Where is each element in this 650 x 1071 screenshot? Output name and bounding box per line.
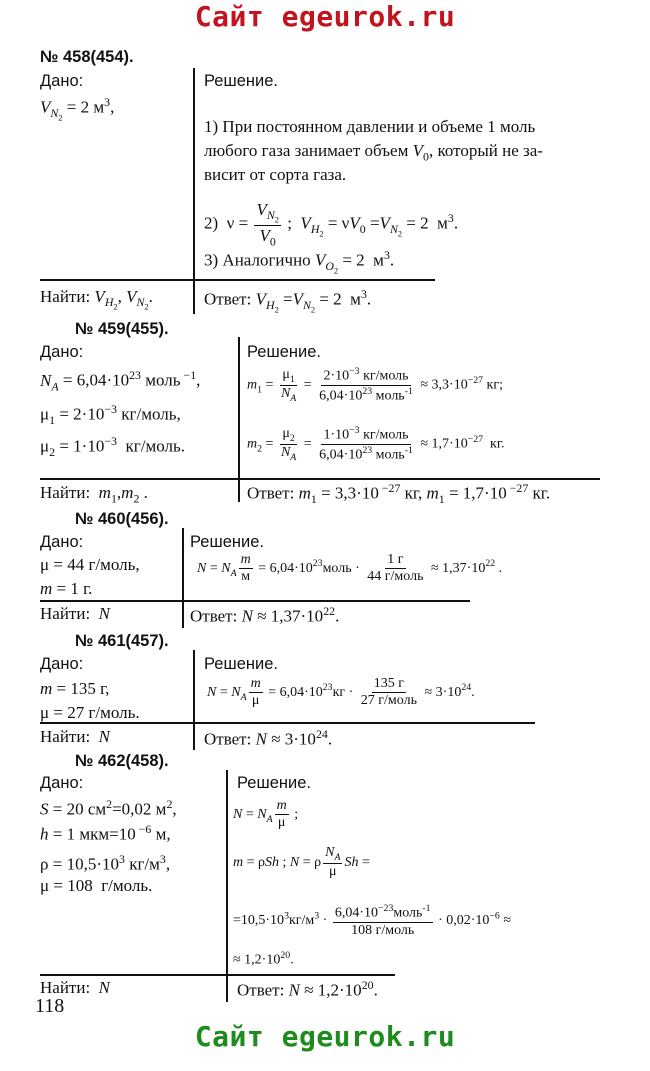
p461-given-mu: μ = 27 г/моль. bbox=[40, 703, 140, 722]
p458-divider bbox=[193, 68, 195, 314]
p459-given-mu2: $\mu_2 = 1\cdot 10^{-3}$ кг/моль. bbox=[40, 434, 185, 460]
p459-given-na: $N_A = 6,04\cdot 10^{23}$ моль $^{-1}$, bbox=[40, 368, 201, 394]
p460-eq: $N = N_A$ $\frac{m}{м}$ = $6,04\cdot 10^{23}моль$ · $\frac{1 г}{\text{44 г/моль}}$ ≈ $1,37\cdot 10^{22}$ . bbox=[197, 552, 503, 585]
problem-462-number: № 462(458). bbox=[75, 752, 169, 770]
p459-given-label: Дано: bbox=[40, 343, 84, 361]
p460-solution-label: Решение. bbox=[190, 533, 264, 551]
problem-459-number: № 459(455). bbox=[75, 320, 169, 338]
p462-divider bbox=[226, 770, 228, 1002]
p460-given-mu: μ = 44 г/моль, bbox=[40, 555, 140, 574]
p462-given-h: h = 1 мкм=10 $^{-6}$ м, bbox=[40, 822, 171, 844]
p462-given-s: S = 20 $см^2=0,02$ $м^2$, bbox=[40, 797, 177, 819]
p462-eq1: $N = N_A$ $\frac{m}{\mu}$ ; bbox=[233, 798, 299, 831]
p462-find: Найти: N bbox=[40, 978, 111, 997]
site-footer: Сайт egeurok.ru bbox=[194, 1020, 456, 1053]
p458-step1-line1: 1) При постоянном давлении и объеме 1 моль bbox=[204, 117, 536, 136]
p459-answer: Ответ: $m_1 = 3,3\cdot 10$ $^{-27}$ кг, $m_1 = 1,7\cdot 10$ $^{-27}$ кг. bbox=[247, 481, 551, 507]
p461-given-m: m = 135 г, bbox=[40, 679, 110, 698]
p462-given-mu: μ = 108 г/моль. bbox=[40, 876, 153, 895]
p462-eq2: m = ρSh ; N = ρ $\frac{N_A}{\mu}$ Sh = bbox=[233, 845, 370, 880]
p462-eq3: $=10,5\cdot 10^3кг/м^3$ · $\frac{6,04\cdot 10^{-23}моль^{-1}}{\text{108 г/моль}}$ · $0,02\cdot 10^{-6}$ ≈ bbox=[233, 903, 512, 938]
p461-given-label: Дано: bbox=[40, 655, 84, 673]
p459-solution-label: Решение. bbox=[247, 343, 321, 361]
p461-solution-label: Решение. bbox=[204, 655, 278, 673]
p458-step2: 2) ν = $\frac{V_{N_2}}{V_0}$ ; $V_{H_2} = \nu V_0 =V_{N_2} = 2$ $м^3$. bbox=[204, 200, 459, 249]
p458-hline bbox=[40, 279, 435, 281]
p459-eq-m1: $m_1$ = $\frac{\mu_1}{N_A}$ = $\frac{2\cdot 10^{-3} кг/моль}{6,04\cdot 10^{23} моль^{-1}}$ ≈ $3,3\cdot 10^{-27}$ кг; bbox=[247, 366, 503, 404]
p461-find: Найти: N bbox=[40, 727, 111, 746]
p459-eq-m2: $m_2$ = $\frac{\mu_2}{N_A}$ = $\frac{1\cdot 10^{-3} кг/моль}{6,04\cdot 10^{23} моль^{-1}}$ ≈ $1,7\cdot 10^{-27}$ кг. bbox=[247, 425, 505, 463]
p462-given-rho: $\rho = 10,5\cdot 10^3$ $кг/м^3$, bbox=[40, 852, 171, 874]
p458-step3: 3) Аналогично $V_{O_2} = 2$ $м^3$. bbox=[204, 248, 395, 276]
p462-answer: Ответ: $N \approx 1,2\cdot 10^{20}$. bbox=[237, 978, 378, 1000]
p458-find: Найти: $V_{H_2}$, $V_{N_2}$. bbox=[40, 287, 153, 312]
p459-hline bbox=[40, 478, 600, 480]
p460-find: Найти: N bbox=[40, 604, 111, 623]
p458-answer: Ответ: $V_{H_2} =V_{N_2} = 2$ $м^3$. bbox=[204, 287, 372, 315]
p462-hline bbox=[40, 974, 395, 976]
p459-find: Найти: $m_1,m_2$ . bbox=[40, 483, 148, 506]
p462-solution-label: Решение. bbox=[237, 774, 311, 792]
p460-divider bbox=[182, 528, 184, 628]
p460-given-label: Дано: bbox=[40, 533, 84, 551]
p462-eq4: ≈ $1,2\cdot 10^{20}$. bbox=[233, 950, 294, 968]
p460-given-m: m = 1 г. bbox=[40, 579, 93, 598]
p460-hline bbox=[40, 600, 470, 602]
problem-461-number: № 461(457). bbox=[75, 632, 169, 650]
p458-step1-line2: любого газа занимает объем $V_0$, который не за- bbox=[204, 141, 543, 164]
p458-solution-label: Решение. bbox=[204, 72, 278, 90]
p461-eq: $N = N_A$ $\frac{m}{\mu}$ = $6,04\cdot 10^{23}кг$ · $\frac{135 г}{\text{27 г/моль}}$ ≈ $3\cdot 10^{24}$. bbox=[207, 676, 475, 709]
site-header: Сайт egeurok.ru bbox=[194, 0, 456, 33]
problem-458-number: № 458(454). bbox=[40, 48, 134, 66]
p461-divider bbox=[193, 650, 195, 750]
p460-answer: Ответ: $N \approx 1,37\cdot 10^{22}$. bbox=[190, 604, 340, 626]
p462-given-label: Дано: bbox=[40, 774, 84, 792]
p461-hline bbox=[40, 722, 535, 724]
problem-460-number: № 460(456). bbox=[75, 510, 169, 528]
page-number: 118 bbox=[35, 995, 65, 1017]
p461-answer: Ответ: $N \approx 3\cdot 10^{24}$. bbox=[204, 727, 333, 749]
p458-given-v: $V_{N_2} = 2$ $м^3$, bbox=[40, 95, 115, 123]
p458-step1-line3: висит от сорта газа. bbox=[204, 165, 347, 184]
p459-given-mu1: $\mu_1 = 2\cdot 10^{-3}$ кг/моль, bbox=[40, 402, 181, 428]
p458-given-label: Дано: bbox=[40, 72, 84, 90]
